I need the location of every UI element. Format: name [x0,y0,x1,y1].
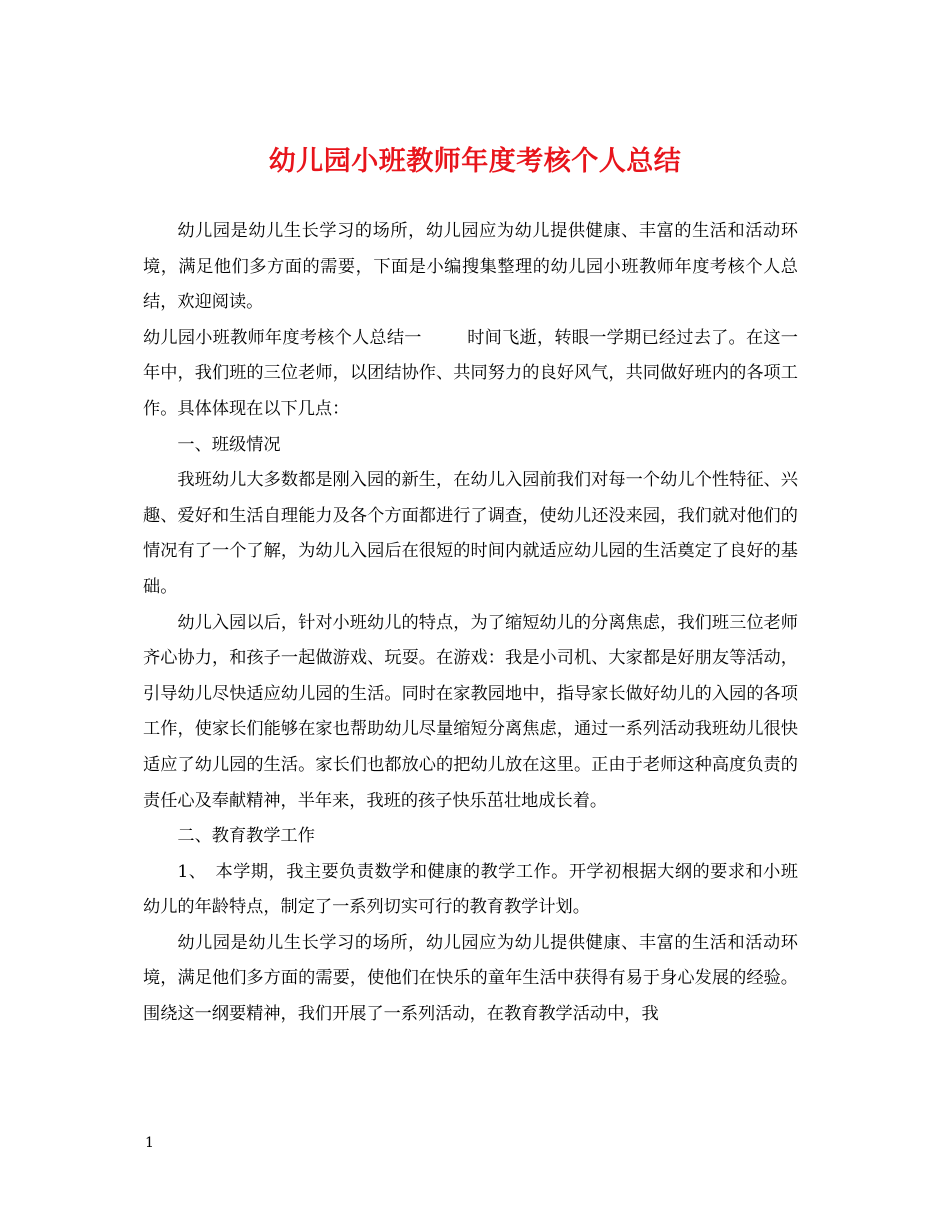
section-heading-one: 幼儿园小班教师年度考核个人总结一 [143,327,422,348]
document-body [143,214,798,1033]
paragraph-after-entry: 幼儿入园以后，针对小班幼儿的特点，为了缩短幼儿的分离焦虑，我们班三位老师齐心协力，和孩子一起做游戏、玩耍。在游戏：我是小司机、大家都是好朋友等活动，引导幼儿尽快适应幼儿园的生活。同时在家教园地中，指导家长做好幼儿的入园的各项工作，使家长们能够在家也帮助幼儿尽量缩短分离焦虑，通过一系列活动我班幼儿很快适应了幼儿园的生活。家长们也都放心的把幼儿放在这里。正由于老师这种高度负责的责任心及奉献精神，半年来，我班的孩子快乐茁壮地成长着。 [143,612,798,811]
paragraph-summary-one [143,321,798,428]
paragraph-intro: 幼儿园是幼儿生长学习的场所，幼儿园应为幼儿提供健康、丰富的生活和活动环境，满足他们多方面的需要，下面是小编搜集整理的幼儿园小班教师年度考核个人总结，欢迎阅读。 [143,221,798,313]
section-heading-class-situation: 一、班级情况 [177,434,281,455]
paragraph-kindergarten-purpose: 幼儿园是幼儿生长学习的场所，幼儿园应为幼儿提供健康、丰富的生活和活动环境，满足他们多方面的需要，使他们在快乐的童年生活中获得有易于身心发展的经验。围绕这一纲要精神，我们开展了一系列活动，在教育教学活动中，我 [143,932,798,1025]
heading-gap [422,328,468,348]
paragraph-summary-one-text: 时间飞逝，转眼一学期已经过去了。在这一年中，我们班的三位老师，以团结协作、共同努力的良好风气，共同做好班内的各项工作。具体体现在以下几点： [143,327,798,419]
document-title: 幼儿园小班教师年度考核个人总结 [268,146,682,177]
page-number: 1 [145,1135,154,1151]
paragraph-class-situation: 我班幼儿大多数都是刚入园的新生，在幼儿入园前我们对每一个幼儿个性特征、兴趣、爱好和生活自理能力及各个方面都进行了调查，使幼儿还没来园，我们就对他们的情况有了一个了解，为幼儿入园后在很短的时间内就适应幼儿园的生活奠定了良好的基础。 [143,470,798,597]
paragraph-teaching-item-1: 1、 本学期，我主要负责数学和健康的教学工作。开学初根据大纲的要求和小班幼儿的年龄特点，制定了一系列切实可行的教育教学计划。 [143,861,798,918]
section-heading-teaching: 二、教育教学工作 [177,826,315,847]
